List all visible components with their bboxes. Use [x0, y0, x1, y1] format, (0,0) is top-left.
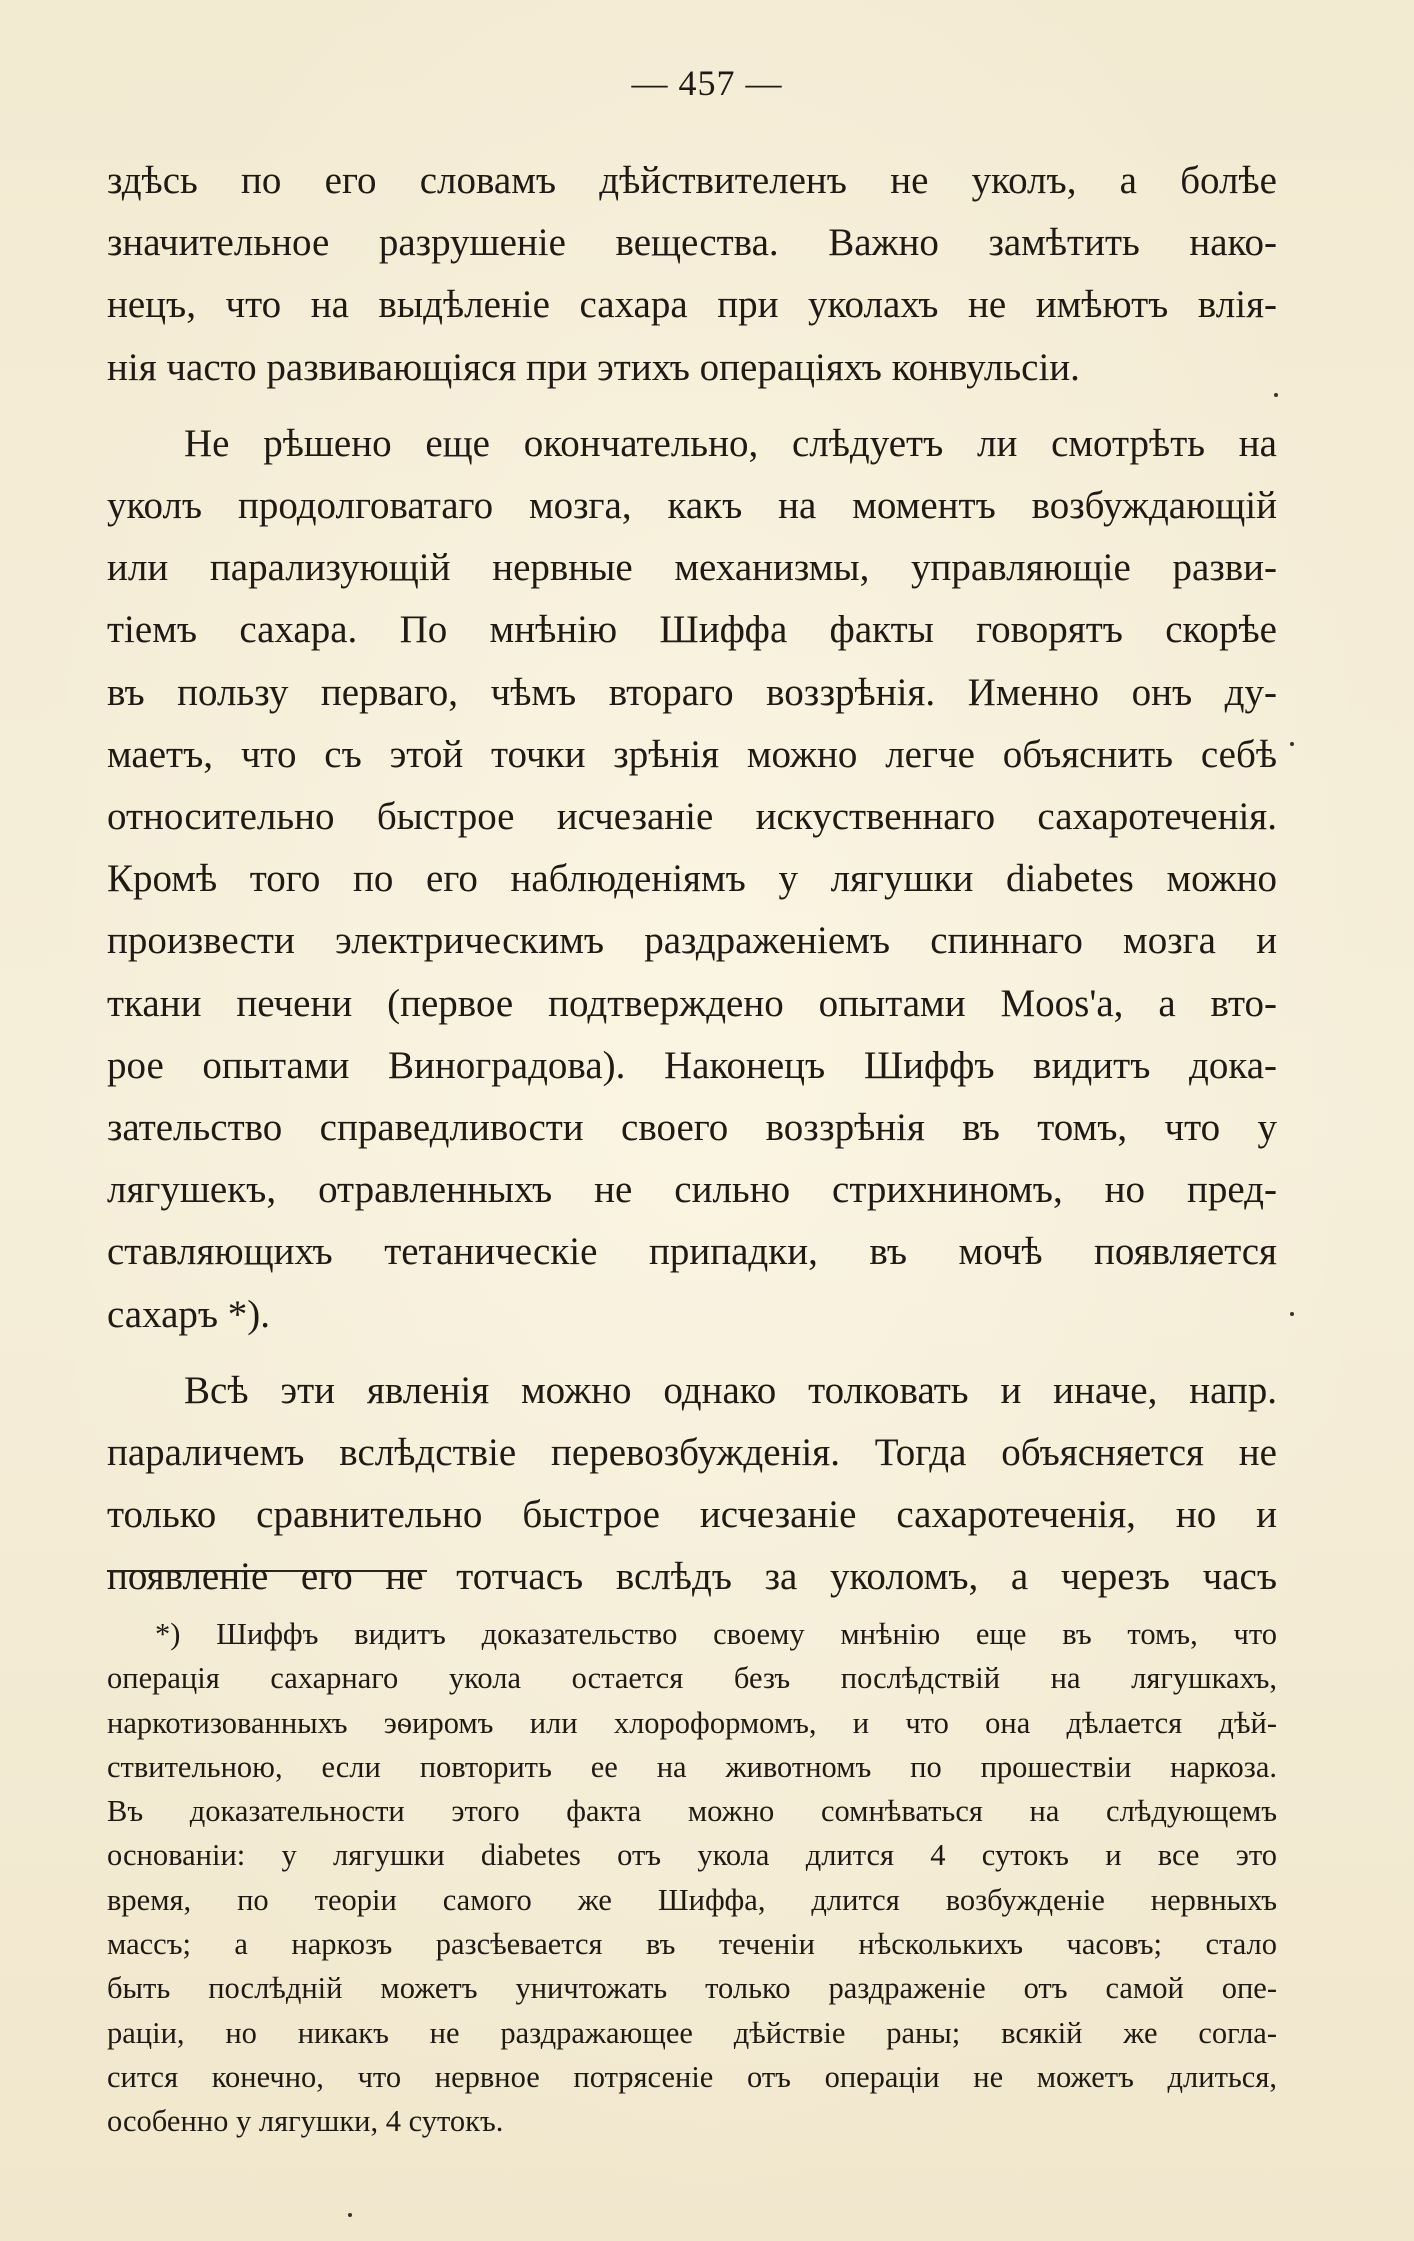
text-line: въ пользу перваго, чѣмъ втораго воззрѣнія. Именно онъ ду-	[107, 670, 1277, 714]
paper-speck	[1290, 1312, 1294, 1316]
paragraph-gap	[107, 399, 1277, 413]
footnote-line: основаніи: у лягушки diabetes отъ укола длится 4 сутокъ и все это	[107, 1838, 1277, 1873]
paragraph-1	[107, 150, 1277, 399]
text-line: маетъ, что съ этой точки зрѣнія можно легче объяснить себѣ	[107, 732, 1277, 776]
text-line: рое опытами Виноградова). Наконецъ Шиффъ видитъ дока-	[107, 1043, 1277, 1087]
footnote-line: ствительною, если повторить ее на животномъ по прошествіи наркоза.	[107, 1749, 1277, 1784]
text-line: появленіе его не тотчасъ вслѣдъ за уколомъ, а черезъ часъ	[107, 1555, 1277, 1599]
footnote-line: раціи, но никакъ не раздражающее дѣйствіе раны; всякій же согла-	[107, 2015, 1277, 2050]
footnote-line: быть послѣдній можетъ уничтожать только раздраженіе отъ самой опе-	[107, 1971, 1277, 2006]
footnote-line: Въ доказательности этого факта можно сомнѣваться на слѣдующемъ	[107, 1794, 1277, 1829]
text-line: зательство справедливости своего воззрѣнія въ томъ, что у	[107, 1106, 1277, 1150]
text-line: ставляющихъ тетаническіе припадки, въ мочѣ появляется	[107, 1230, 1277, 1274]
footnote-line: наркотизованныхъ эѳиромъ или хлороформомъ, и что она дѣлается дѣй-	[107, 1705, 1277, 1740]
text-line: Всѣ эти явленія можно однако толковать и иначе, напр.	[184, 1368, 1277, 1412]
paragraph-2	[107, 413, 1277, 1346]
paragraph-gap	[107, 1346, 1277, 1360]
text-line: нецъ, что на выдѣленіе сахара при уколахъ не имѣютъ влія-	[107, 283, 1277, 327]
paper-speck	[348, 2213, 352, 2217]
footnote-line: *) Шиффъ видитъ доказательство своему мнѣнію еще въ томъ, что	[155, 1617, 1277, 1651]
text-line: Кромѣ того по его наблюденіямъ у лягушки diabetes можно	[107, 857, 1277, 901]
paper-speck	[1274, 393, 1278, 397]
text-line: уколъ продолговатаго мозга, какъ на моментъ возбуждающій	[107, 484, 1277, 528]
text-line: параличемъ вслѣдствіе перевозбужденія. Тогда объясняется не	[107, 1431, 1277, 1475]
page-number: — 457 —	[631, 63, 783, 103]
footnote	[107, 1612, 1277, 2144]
text-line: нія часто развивающіяся при этихъ операціяхъ конвульсіи.	[107, 345, 1080, 389]
text-line: относительно быстрое исчезаніе искуственнаго сахаротеченія.	[107, 795, 1277, 839]
paper-speck	[1290, 742, 1294, 746]
footnote-line: операція сахарнаго укола остается безъ послѣдствій на лягушкахъ,	[107, 1661, 1277, 1696]
footnote-line: особенно у лягушки, 4 сутокъ.	[107, 2104, 504, 2139]
footnote-line: время, по теоріи самого же Шиффа, длится возбужденіе нервныхъ	[107, 1882, 1277, 1917]
text-line: тіемъ сахара. По мнѣнію Шиффа факты говорятъ скорѣе	[107, 608, 1277, 652]
footnote-line: сится конечно, что нервное потрясеніе отъ операціи не можетъ длиться,	[107, 2059, 1277, 2094]
text-line: или парализующій нервные механизмы, управляющіе разви-	[107, 546, 1277, 590]
text-line: здѣсь по его словамъ дѣйствителенъ не уколъ, а болѣе	[107, 159, 1277, 202]
main-text	[107, 150, 1277, 1609]
text-line: Не рѣшено еще окончательно, слѣдуетъ ли смотрѣть на	[184, 421, 1277, 465]
footnote-separator	[107, 1570, 427, 1572]
footnote-line: массъ; а наркозъ разсѣевается въ теченіи нѣсколькихъ часовъ; стало	[107, 1927, 1277, 1962]
text-line: значительное разрушеніе вещества. Важно замѣтить нако-	[107, 221, 1277, 265]
text-line: ткани печени (первое подтверждено опытами Moos'а, а вто-	[107, 981, 1277, 1025]
text-line: только сравнительно быстрое исчезаніе сахаротеченія, но и	[107, 1493, 1277, 1537]
text-line: лягушекъ, отравленныхъ не сильно стрихниномъ, но пред-	[107, 1168, 1277, 1212]
text-line: сахаръ *).	[107, 1292, 271, 1336]
text-line: произвести электрическимъ раздраженіемъ спиннаго мозга и	[107, 919, 1277, 963]
